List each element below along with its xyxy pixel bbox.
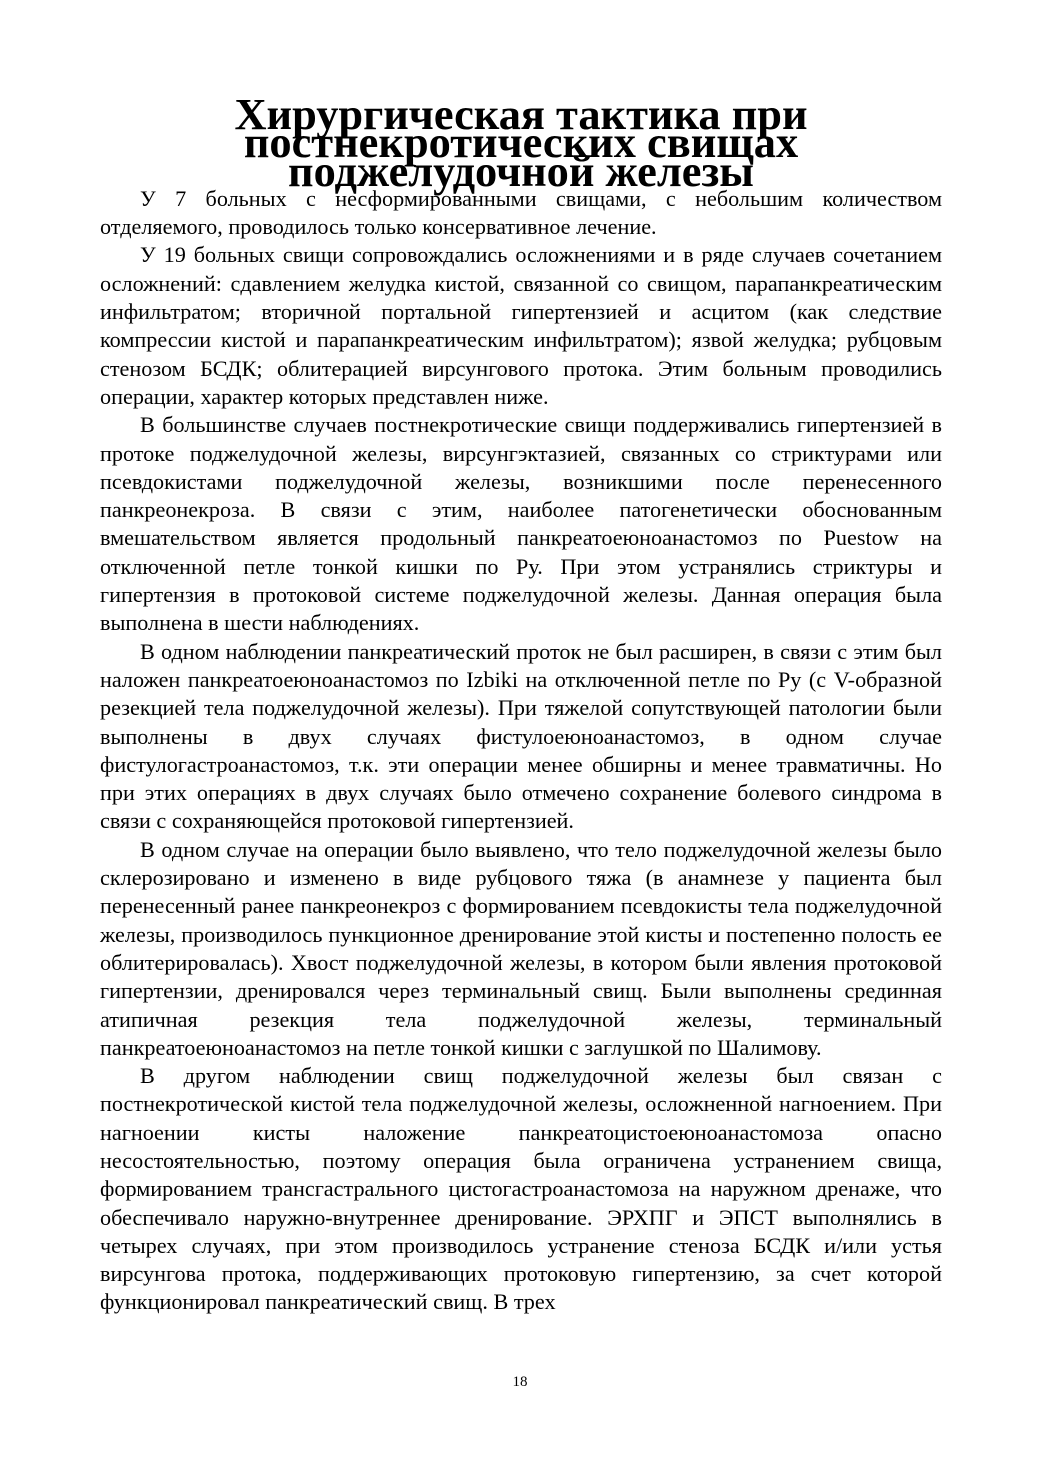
paragraph-2: У 19 больных свищи сопровождались осложнениями и в ряде случаев сочетанием осложнений: сдавлением желудка кистой, связанной со свищом, парапанкреатическим инфильтратом; вторичной портальной гипертензией и асцитом (как следствие компрессии кистой и парапанкреатическим инфильтратом); язвой желудка; рубцовым стенозом БСДК; облитерацией вирсунгового протока. Этим больным проводились операции, характер которых представлен ниже. xyxy=(100,242,942,409)
paragraph-3: В большинстве случаев постнекротические свищи поддерживались гипертензией в протоке поджелудочной железы, вирсунгэктазией, связанных со стриктурами или псевдокистами поджелудочной железы, возникшими после перенесенного панкреонекроза. В связи с этим, наиболее патогенетически обоснованным вмешательством является продольный панкреатоеюноанастомоз по Puestow на отключенной петле тонкой кишки по Ру. При этом устранялись стриктуры и гипертензия в протоковой системе поджелудочной железы. Данная операция была выполнена в шести наблюдениях. xyxy=(100,412,942,636)
document-page xyxy=(100,89,942,1317)
document-title: Хирургическая тактика при постнекротических свищах поджелудочной железы xyxy=(234,89,808,196)
page-number: 18 xyxy=(512,1374,528,1390)
paragraph-4: В одном наблюдении панкреатический проток не был расширен, в связи с этим был наложен панкреатоеюноанастомоз по Izbiki на отключенной петле по Ру (с V-образной резекцией тела поджелудочной железы). При тяжелой сопутствующей патологии были выполнены в двух случаях фистулоеюноанастомоз, в одном случае фистулогастроанастомоз, т.к. эти операции менее обширны и менее травматичны. Но при этих операциях в двух случаях было отмечено сохранение болевого синдрома в связи с сохраняющейся протоковой гипертензией. xyxy=(100,638,942,834)
paragraph-5: В одном случае на операции было выявлено, что тело поджелудочной железы было склерозировано и изменено в виде рубцового тяжа (в анамнезе у пациента был перенесенный ранее панкреонекроз с формированием псевдокисты тела поджелудочной железы, производилось пункционное дренирование этой кисты и постепенно полость ее облитерировалась). Хвост поджелудочной железы, в котором были явления протоковой гипертензии, дренировался через терминальный свищ. Были выполнены срединная атипичная резекция тела поджелудочной железы, терминальный панкреатоеюноанастомоз на петле тонкой кишки с заглушкой по Шалимову. xyxy=(100,836,942,1060)
paragraph-1: У 7 больных с несформированными свищами, с небольшим количеством отделяемого, проводилось только консервативное лечение. xyxy=(100,185,942,240)
paragraph-6: В другом наблюдении свищ поджелудочной железы был связан с постнекротической кистой тела поджелудочной железы, осложненной нагноением. При нагноении кисты наложение панкреатоцистоеюноанастомоза опасно несостоятельностью, поэтому операция была ограничена устранением свища, формированием трансгастрального цистогастроанастомоза на наружном дренаже, что обеспечивало наружно-внутреннее дренирование. ЭРХПГ и ЭПСТ выполнялись в четырех случаях, при этом производилось устранение стеноза БСДК и/или устья вирсунгова протока, поддерживающих протоковую гипертензию, за счет которой функционировал панкреатический свищ. В трех xyxy=(100,1063,942,1315)
